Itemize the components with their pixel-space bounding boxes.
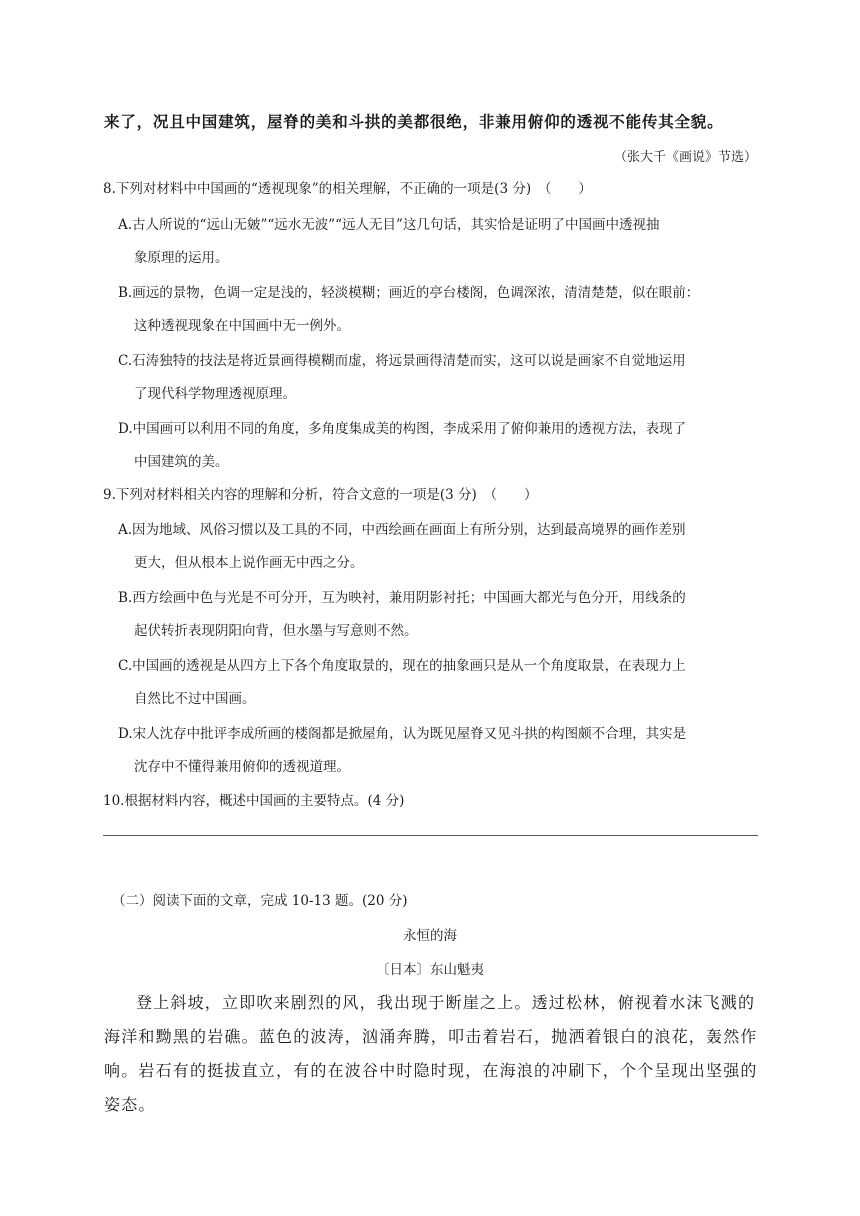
essay-paragraph-line: 海洋和黝黑的岩礁。蓝色的波涛，汹涌奔腾，叩击着岩石，抛洒着银白的浪花，轰然作 (104, 1027, 758, 1046)
question-9-option-b-line2: 起伏转折表现阴阳向背，但水墨与写意则不然。 (134, 623, 418, 639)
essay-title: 永恒的海 (403, 928, 457, 944)
question-8-option-a-line1: A.古人所说的“远山无皴”“远水无波”“远人无目”这几句话，其实恰是证明了中国画中透视抽 (118, 217, 660, 233)
question-8-option-b-line1: B.画远的景物，色调一定是浅的，轻淡模糊；画近的亭台楼阁，色调深浓，清清楚楚，似在眼前： (118, 285, 700, 301)
essay-paragraph-line: 响。岩石有的挺拔直立，有的在波谷中时隐时现，在海浪的冲刷下，个个呈现出坚强的 (104, 1061, 758, 1080)
essay-paragraph-line: 登上斜坡，立即吹来剧烈的风，我出现于断崖之上。透过松林，俯视着水沫飞溅的 (136, 993, 756, 1012)
question-8-option-d-line1: D.中国画可以利用不同的角度，多角度集成美的构图，李成采用了俯仰兼用的透视方法，表现了 (118, 421, 687, 437)
section-2-heading: （二）阅读下面的文章，完成 10-13 题。(20 分) (112, 893, 408, 909)
citation: （张大千《画说》节选） (613, 150, 757, 165)
question-9-option-d-line1: D.宋人沈存中批评李成所画的楼阁都是掀屋角，认为既见屋脊又见斗拱的构图颇不合理，其实是 (118, 726, 687, 742)
question-8-option-d-line2: 中国建筑的美。 (134, 454, 229, 470)
question-9-option-b-line1: B.西方绘画中色与光是不可分开，互为映衬，兼用阴影衬托；中国画大都光与色分开，用线条的 (118, 590, 686, 606)
question-9-option-a-line1: A.因为地域、风俗习惯以及工具的不同，中西绘画在画面上有所分别，达到最高境界的画作差别 (118, 522, 686, 538)
essay-paragraph-line: 姿态。 (104, 1095, 156, 1114)
opening-line: 来了，况且中国建筑，屋脊的美和斗拱的美都很绝，非兼用俯仰的透视不能传其全貌。 (104, 112, 724, 131)
question-9-option-c-line1: C.中国画的透视是从四方上下各个角度取景的，现在的抽象画只是从一个角度取景，在表现力上 (118, 658, 686, 674)
question-8-option-b-line2: 这种透视现象在中国画中无一例外。 (134, 318, 350, 334)
essay-author: 〔日本〕东山魁夷 (376, 962, 484, 978)
question-9-option-c-line2: 自然比不过中国画。 (134, 691, 256, 707)
question-8-option-c-line1: C.石涛独特的技法是将近景画得模糊而虚，将远景画得清楚而实，这可以说是画家不自觉地运用 (118, 353, 686, 369)
question-8-option-a-line2: 象原理的运用。 (134, 250, 229, 266)
question-9-option-a-line2: 更大，但从根本上说作画无中西之分。 (134, 555, 364, 571)
question-9-option-d-line2: 沈存中不懂得兼用俯仰的透视道理。 (134, 759, 350, 775)
section-divider (103, 835, 758, 836)
question-9-stem: 9.下列对材料相关内容的理解和分析，符合文意的一项是(3 分) （ ） (103, 487, 538, 503)
question-8-stem: 8.下列对材料中中国画的“透视现象”的相关理解，不正确的一项是(3 分) （ ） (103, 181, 592, 197)
question-8-option-c-line2: 了现代科学物理透视原理。 (134, 386, 296, 402)
question-10: 10.根据材料内容，概述中国画的主要特点。(4 分) (103, 793, 405, 809)
